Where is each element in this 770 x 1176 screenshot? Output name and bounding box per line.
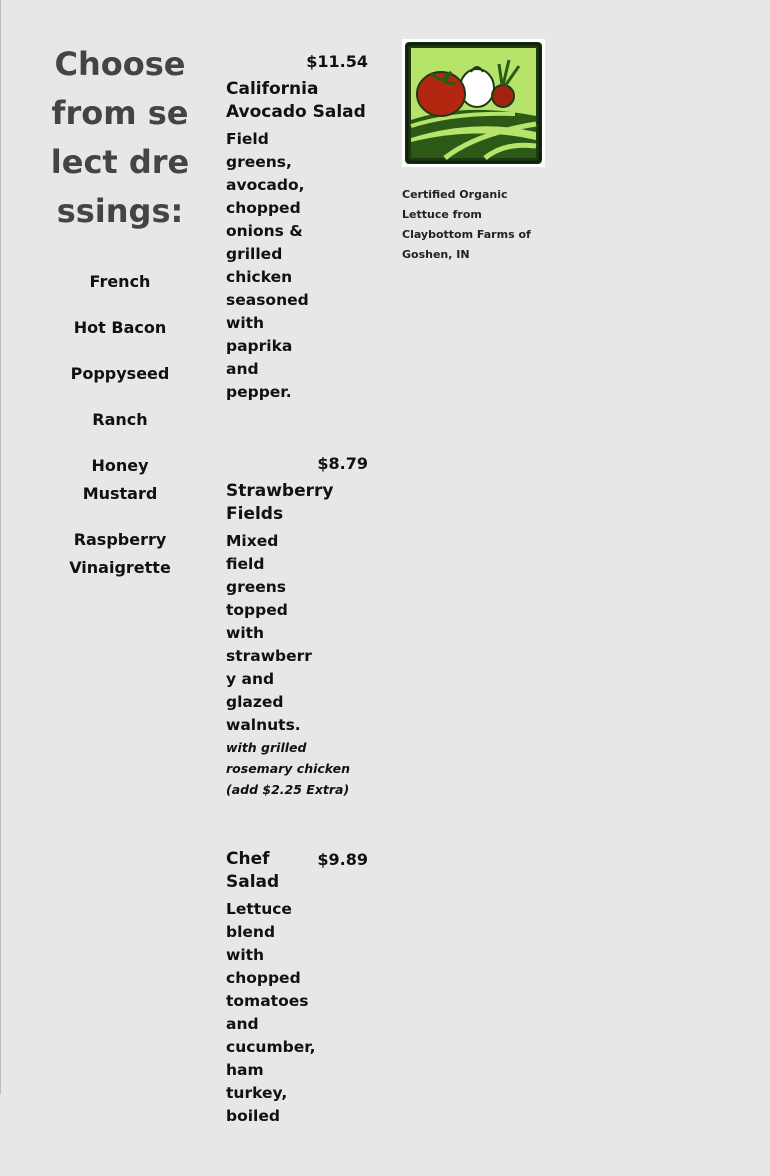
dressing-item: Raspberry Vinaigrette <box>69 530 171 577</box>
vegetable-farm-logo-icon <box>402 39 545 167</box>
dressing-item: Honey Mustard <box>82 456 158 503</box>
salad-menu <box>226 50 368 1176</box>
dressing-item: French <box>89 272 151 291</box>
dressing-item: Hot Bacon <box>73 318 167 337</box>
dressing-item: Poppyseed <box>70 364 170 383</box>
dressings-section <box>40 40 200 600</box>
page-edge <box>0 0 1 1094</box>
item-price: $11.54 <box>306 52 368 71</box>
item-name: California Avocado Salad <box>226 79 366 122</box>
item-description: Mixed field greens topped with strawberry and glazed walnuts. <box>226 532 312 734</box>
item-extra-option: with grilled rosemary chicken (add $2.25 Extra) <box>226 740 351 797</box>
item-description: Field greens, avocado, chopped onions & grilled chicken seasoned with paprika and pepper. <box>226 130 309 401</box>
item-price: $8.79 <box>317 454 368 473</box>
menu-item <box>226 452 368 800</box>
item-description: Lettuce blend with chopped tomatoes and cucumber, ham turkey, boiled <box>226 900 316 1125</box>
farm-caption: Certified Organic Lettuce from Claybottom Farms of Goshen, IN <box>402 188 531 261</box>
dressing-list <box>40 268 200 582</box>
dressings-heading: Choose from select dressings: <box>50 45 190 230</box>
farm-info <box>402 39 550 265</box>
item-name: Strawberry Fields <box>226 481 334 524</box>
menu-item <box>226 50 368 404</box>
item-name: Chef Salad <box>226 849 280 892</box>
menu-item <box>226 848 368 1128</box>
dressing-item: Ranch <box>92 410 148 429</box>
item-price: $9.89 <box>317 850 368 869</box>
